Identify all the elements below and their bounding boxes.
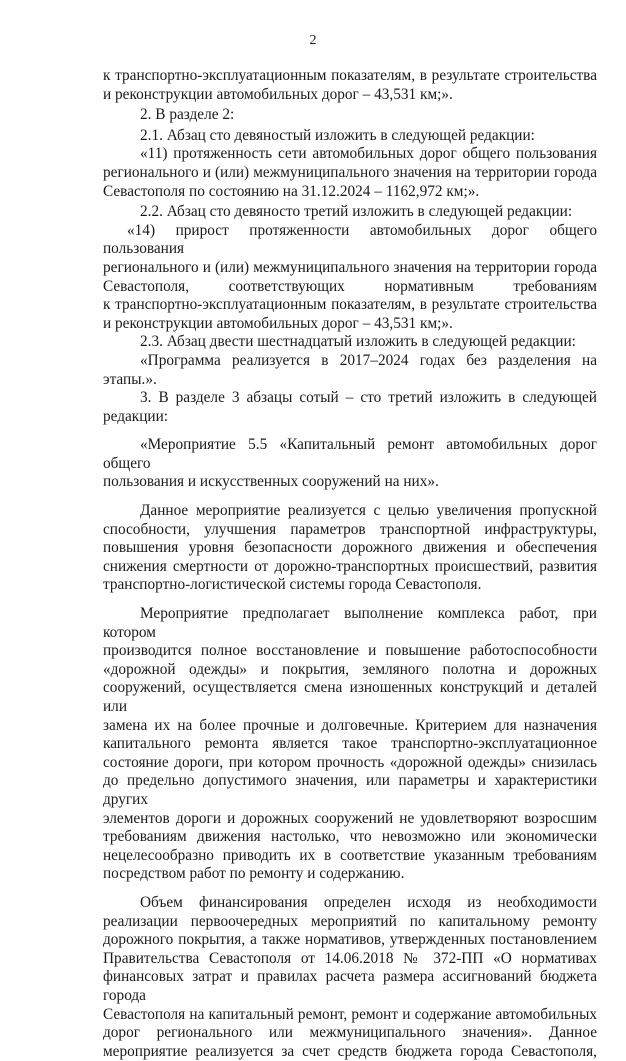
text-line: редакции: <box>103 407 169 425</box>
text-line: и реконструкции автомобильных дорог – 43,531 км;». <box>103 85 453 103</box>
paragraph-p7 <box>103 352 597 389</box>
text-line: к транспортно-эксплуатационным показателям, в результате строительства <box>103 67 597 84</box>
text-line: снижения смертности от дорожно-транспортных происшествий, развития <box>103 557 597 575</box>
text-line: 2.3. Абзац двести шестнадцатый изложить в следующей редакции: <box>140 333 576 351</box>
text-line: 3. В разделе 3 абзацы сотый – сто третий изложить в следующей <box>140 389 597 407</box>
text-line: требованиям движения настолько, что невозможно или экономически <box>103 828 597 846</box>
text-line: регионального и (или) межмуниципального значения на территории города <box>103 258 597 276</box>
text-line: мероприятие реализуется за счет средств бюджета города Севастополя, <box>103 1042 597 1060</box>
text-line: нецелесообразно приводить их в соответствие указанным требованиям <box>103 846 597 864</box>
text-line: регионального и (или) межмуниципального значения на территории города <box>103 163 597 181</box>
text-line: Объем финансирования определен исходя из необходимости <box>140 893 597 911</box>
paragraph-p11 <box>103 605 597 884</box>
text-line: транспортно-логистической системы города Севастополя. <box>103 576 482 594</box>
text-line: 2. В разделе 2: <box>140 106 235 124</box>
text-line: элементов дороги и дорожных сооружений не удовлетворяют возросшим <box>103 809 597 827</box>
paragraph-p8 <box>103 389 597 426</box>
paragraph-p12 <box>103 894 597 1061</box>
paragraph-p0 <box>103 67 597 104</box>
text-line: Севастополя на капитальный ремонт, ремонт и содержание автомобильных <box>103 1005 597 1023</box>
text-line: Мероприятие предполагает выполнение комплекса работ, при котором <box>103 605 597 641</box>
text-line: капитального ремонта является такое транспортно-эксплуатационное <box>103 735 597 753</box>
text-line: «Мероприятие 5.5 «Капитальный ремонт автомобильных дорог общего <box>103 436 597 472</box>
text-line: Севастополя, соответствующих нормативным требованиям <box>103 277 597 295</box>
text-line: повышения уровня безопасности дорожного движения и обеспечения <box>103 539 597 557</box>
text-line: и реконструкции автомобильных дорог – 43,531 км;». <box>103 314 453 332</box>
text-line: «Программа реализуется в 2017–2024 годах без разделения на этапы.». <box>103 351 597 388</box>
paragraph-p6 <box>103 333 597 352</box>
page-number: 2 <box>309 33 317 48</box>
paragraph-p9 <box>103 436 597 492</box>
text-line: до предельно допустимого значения, или параметры и характеристики других <box>103 772 597 808</box>
text-line: Данное мероприятие реализуется с целью увеличения пропускной <box>140 502 597 520</box>
text-line: Севастополя по состоянию на 31.12.2024 – 1162,972 км;». <box>103 182 480 200</box>
paragraph-p10 <box>103 502 597 595</box>
text-line: Правительства Севастополя от 14.06.2018 № 372-ПП «О нормативах <box>103 949 597 967</box>
text-line: 2.2. Абзац сто девяносто третий изложить в следующей редакции: <box>140 203 573 221</box>
text-line: к транспортно-эксплуатационным показателям, в результате строительства <box>103 296 597 314</box>
text-line: реализации первоочередных мероприятий по капитальному ремонту <box>103 912 597 930</box>
text-line: «14) прирост протяженности автомобильных дорог общего пользования <box>103 221 597 258</box>
text-line: дорог регионального или межмуниципального значения». Данное <box>103 1024 597 1042</box>
paragraph-p4 <box>103 203 597 222</box>
text-line: замена их на более прочные и долговечные. Критерием для назначения <box>103 716 597 734</box>
text-line: дорожного покрытия, а также нормативов, утвержденных постановлением <box>103 931 597 949</box>
text-line: финансовых затрат и правилах расчета размера ассигнований бюджета города <box>103 968 597 1004</box>
text-line: «дорожной одежды» и покрытия, земляного полотна и дорожных <box>103 660 597 678</box>
text-line: 2.1. Абзац сто девяностый изложить в следующей редакции: <box>140 126 535 144</box>
text-line: сооружений, осуществляется смена изношенных конструкций и деталей или <box>103 679 597 715</box>
text-line: посредством работ по ремонту и содержанию. <box>103 865 405 883</box>
text-line: производится полное восстановление и повышение работоспособности <box>103 642 597 660</box>
text-line: пользования и искусственных сооружений на них». <box>103 473 439 491</box>
document-body <box>103 67 597 1061</box>
paragraph-p1 <box>103 106 597 125</box>
text-line: «11) протяженность сети автомобильных дорог общего пользования <box>140 145 597 163</box>
text-line: состояние дороги, при котором прочность «дорожной одежды» снизилась <box>103 753 597 771</box>
paragraph-p5 <box>103 222 597 334</box>
paragraph-p2 <box>103 127 597 146</box>
text-line: способности, улучшения параметров транспортной инфраструктуры, <box>103 520 597 538</box>
paragraph-p3 <box>103 145 597 201</box>
